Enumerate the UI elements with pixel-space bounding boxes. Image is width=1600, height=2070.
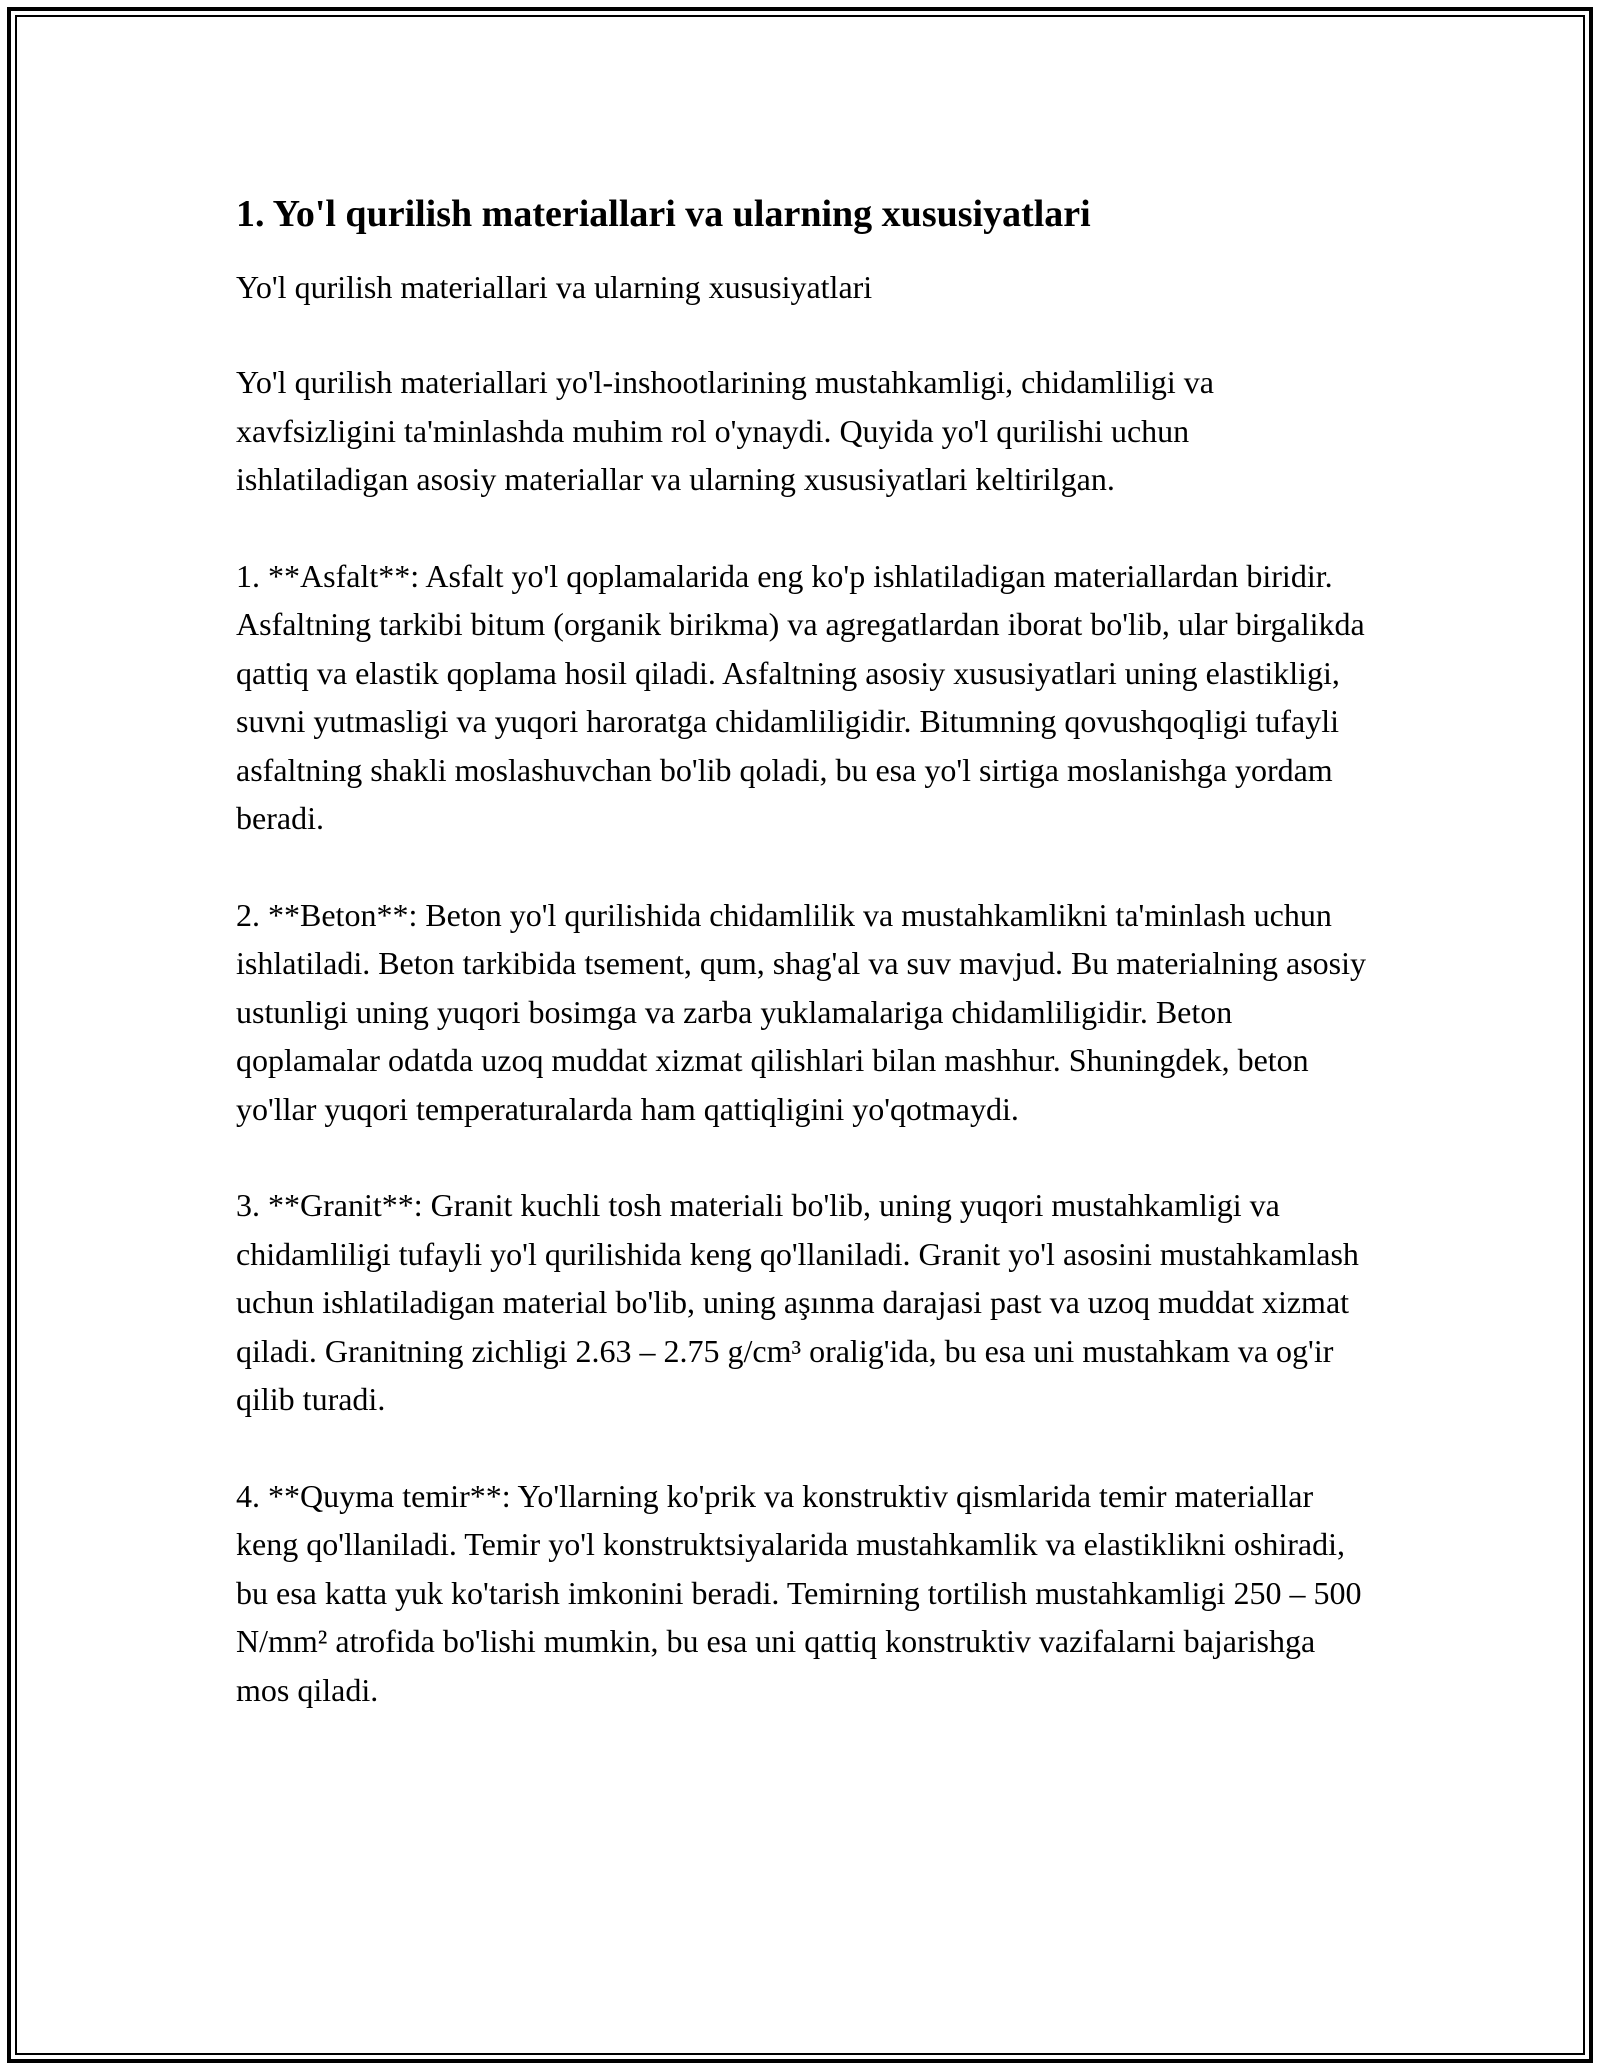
- document-body: [236, 186, 1366, 1762]
- intro-paragraph: Yo'l qurilish materiallari yo'l-inshootlarining mustahkamligi, chidamliligi va xavfsizligini ta'minlashda muhim rol o'ynaydi. Quyida yo'l qurilishi uchun ishlatiladigan asosiy materiallar va ularning xususiyatlari keltirilgan.: [236, 364, 1214, 497]
- quyma-temir-paragraph: 4. **Quyma temir**: Yo'llarning ko'prik va konstruktiv qismlarida temir materiallar keng qo'llaniladi. Temir yo'l konstruktsiyalarida mustahkamlik va elastiklikni oshiradi, bu esa katta yuk ko'tarish imkonini beradi. Temirning tortilish mustahkamligi 250 – 500 N/mm² atrofida bo'lishi mumkin, bu esa uni qattiq konstruktiv vazifalarni bajarishga mos qiladi.: [236, 1477, 1362, 1708]
- granit-paragraph: 3. **Granit**: Granit kuchli tosh materiali bo'lib, uning yuqori mustahkamligi va chidamliligi tufayli yo'l qurilishida keng qo'llaniladi. Granit yo'l asosini mustahkamlash uchun ishlatiladigan material bo'lib, uning aşınma darajasi past va uzoq muddat xizmat qiladi. Granitning zichligi 2.63 – 2.75 g/cm³ oralig'ida, bu esa uni mustahkam va og'ir qilib turadi.: [236, 1187, 1359, 1417]
- document-title: 1. Yo'l qurilish materiallari va ularning xususiyatlari: [236, 193, 1091, 235]
- document-subtitle: Yo'l qurilish materiallari va ularning xususiyatlari: [236, 269, 873, 305]
- asfalt-paragraph: 1. **Asfalt**: Asfalt yo'l qoplamalarida eng ko'p ishlatiladigan materiallardan biridir. Asfaltning tarkibi bitum (organik birikma) va agregatlardan iborat bo'lib, ular birgalikda qattiq va elastik qoplama hosil qiladi. Asfaltning asosiy xususiyatlari uning elastikligi, suvni yutmasligi va yuqori haroratga chidamliligidir. Bitumning qovushqoqligi tufayli asfaltning shakli moslashuvchan bo'lib qoladi, bu esa yo'l sirtiga moslanishga yordam beradi.: [236, 557, 1365, 836]
- beton-paragraph: 2. **Beton**: Beton yo'l qurilishida chidamlilik va mustahkamlikni ta'minlash uchun ishlatiladi. Beton tarkibida tsement, qum, shag'al va suv mavjud. Bu materialning asosiy ustunligi uning yuqori bosimga va zarba yuklamalariga chidamliligidir. Beton qoplamalar odatda uzoq muddat xizmat qilishlari bilan mashhur. Shuningdek, beton yo'llar yuqori temperaturalarda ham qattiqligini yo'qotmaydi.: [236, 896, 1367, 1127]
